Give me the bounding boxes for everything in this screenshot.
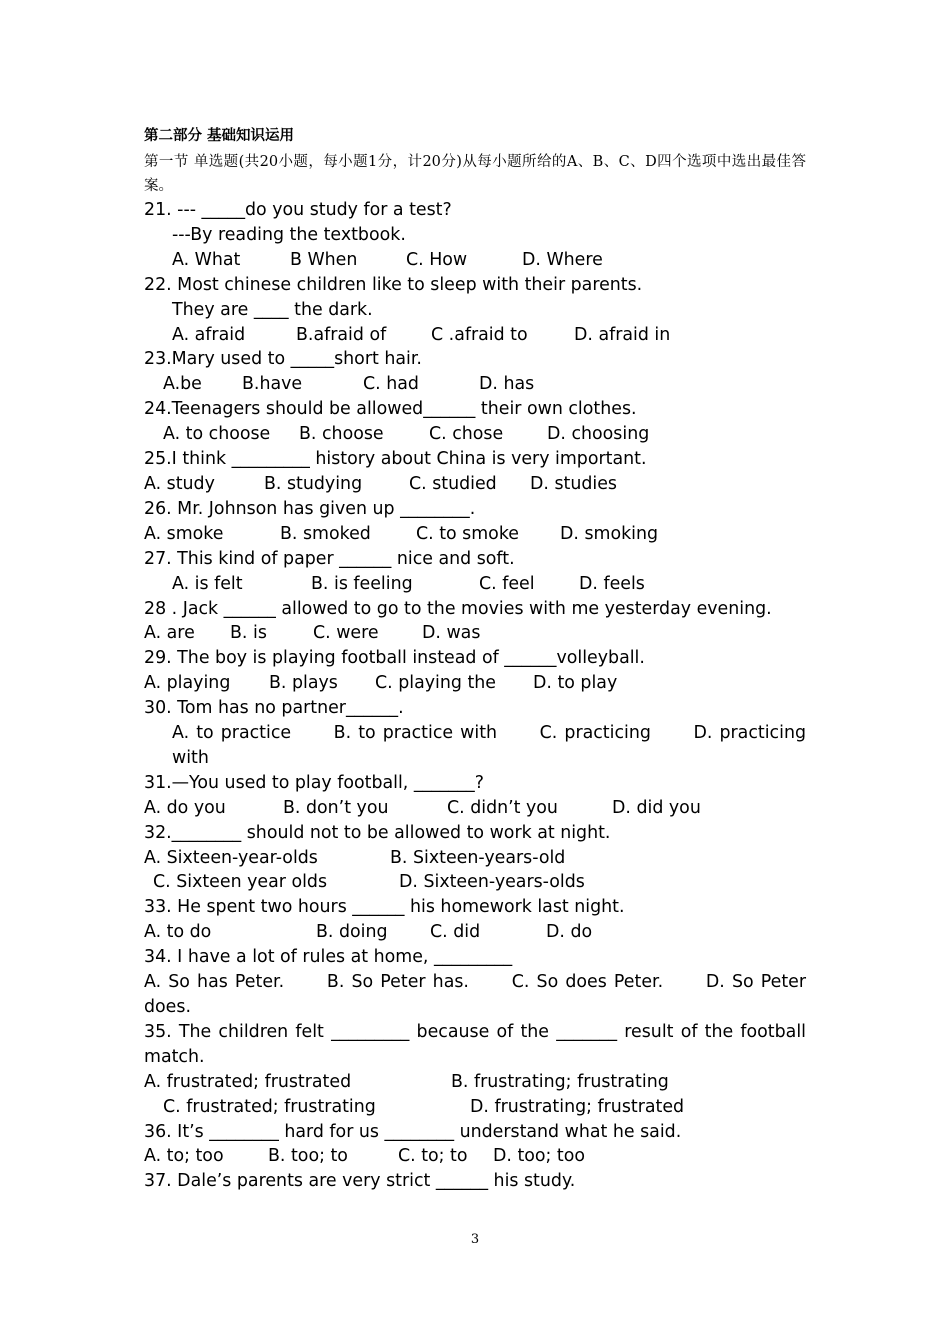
option-b: B. frustrating; frustrating — [451, 1071, 669, 1092]
question-21-reply: ---By reading the textbook. — [172, 224, 406, 245]
option-d: D. was — [422, 623, 481, 644]
question-29-stem: 29. The boy is playing football instead of ______volleyball. — [144, 648, 645, 669]
option-a: A. frustrated; frustrated — [144, 1071, 352, 1092]
option-c: C .afraid to — [431, 324, 528, 345]
question-22-stem: 22. Most chinese children like to sleep with their parents. — [144, 274, 643, 295]
question-22-options — [144, 323, 806, 348]
option-d: D. has — [479, 374, 535, 395]
option-a: A. What — [172, 249, 241, 270]
question-35-options-row1 — [144, 1070, 806, 1095]
option-b: B. Sixteen-years-old — [390, 847, 566, 868]
option-c: C. did — [430, 922, 481, 943]
option-b: B. So Peter has. — [326, 972, 469, 993]
option-a: A. study — [144, 473, 215, 494]
option-d: D. do — [546, 922, 593, 943]
option-c: C. How — [406, 249, 468, 270]
page-number: 3 — [470, 1232, 480, 1247]
question-28-stem: 28 . Jack ______ allowed to go to the movies with me yesterday evening. — [144, 598, 772, 619]
question-31-options — [144, 796, 806, 821]
option-a: A. So has Peter. — [144, 972, 285, 993]
option-d: D. did you — [612, 797, 701, 818]
question-37-stem: 37. Dale’s parents are very strict ______ his study. — [144, 1171, 576, 1192]
option-d: D. to play — [533, 673, 618, 694]
option-b: B. plays — [269, 673, 338, 694]
exam-section — [144, 124, 806, 1194]
option-b: B. too; to — [268, 1146, 348, 1167]
question-23-stem: 23.Mary used to _____short hair. — [144, 349, 422, 370]
option-c: C. had — [363, 374, 419, 395]
question-26-stem: 26. Mr. Johnson has given up ________. — [144, 498, 476, 519]
question-23-options — [144, 372, 806, 397]
option-a: A.be — [163, 374, 202, 395]
option-b: B.have — [242, 374, 303, 395]
option-c: C. to smoke — [416, 523, 519, 544]
option-b: B. choose — [299, 424, 384, 445]
option-b: B.afraid of — [296, 324, 387, 345]
option-a: A. to; too — [144, 1146, 224, 1167]
question-22-stem-cont: They are ____ the dark. — [172, 299, 373, 320]
option-d: D. practicing with — [172, 723, 807, 768]
question-30-stem: 30. Tom has no partner______. — [144, 698, 404, 719]
question-32-options-row1 — [144, 846, 806, 871]
question-30-options — [144, 721, 806, 771]
option-c: C. practicing — [539, 723, 651, 744]
question-21-stem: 21. --- _____do you study for a test? — [144, 200, 452, 220]
question-24-stem: 24.Teenagers should be allowed______ their own clothes. — [144, 399, 637, 420]
option-a: A. smoke — [144, 523, 224, 544]
option-a: A. are — [144, 623, 195, 644]
option-a: A. Sixteen-year-olds — [144, 847, 318, 868]
option-c: C. frustrated; frustrating — [163, 1096, 376, 1117]
option-c: C. to; to — [398, 1146, 468, 1167]
question-21-options — [144, 248, 806, 273]
option-c: C. didn’t you — [447, 797, 558, 818]
question-35-options-row2 — [144, 1095, 806, 1120]
question-27-stem: 27. This kind of paper ______ nice and soft. — [144, 548, 515, 569]
option-b: B. is feeling — [311, 573, 413, 594]
option-b: B. to practice with — [333, 723, 498, 744]
question-36-options — [144, 1144, 806, 1169]
option-a: A. to practice — [172, 723, 292, 744]
question-25-options — [144, 472, 806, 497]
question-33-stem: 33. He spent two hours ______ his homework last night. — [144, 897, 625, 918]
option-c: C. So does Peter. — [511, 972, 664, 993]
option-d: D. Sixteen-years-olds — [399, 872, 585, 893]
question-32-options-row2 — [144, 870, 806, 895]
option-d: D. choosing — [547, 424, 650, 445]
question-27-options — [144, 572, 806, 597]
question-36-stem: 36. It’s ________ hard for us ________ understand what he said. — [144, 1121, 682, 1142]
question-32-stem: 32.________ should not to be allowed to work at night. — [144, 822, 611, 843]
option-b: B. is — [230, 623, 267, 644]
question-26-options — [144, 522, 806, 547]
option-d: D. Where — [522, 249, 603, 270]
option-d: D. studies — [530, 473, 617, 494]
section-instructions: 第一节 单选题(共20小题，每小题1分，计20分)从每小题所给的A、B、C、D四个选项中选出最佳答案。 — [144, 154, 806, 194]
section-title: 第二部分 基础知识运用 — [144, 127, 295, 144]
question-24-options — [144, 422, 806, 447]
option-d: D. feels — [579, 573, 645, 594]
option-d: D. too; too — [493, 1146, 586, 1167]
question-29-options — [144, 671, 806, 696]
option-b: B When — [290, 249, 358, 270]
option-a: A. to do — [144, 922, 212, 943]
option-a: A. do you — [144, 797, 226, 818]
option-b: B. smoked — [280, 523, 371, 544]
option-a: A. afraid — [172, 324, 246, 345]
question-35-stem: 35. The children felt _________ because of the _______ result of the football match. — [144, 1021, 806, 1067]
question-31-stem: 31.—You used to play football, _______? — [144, 772, 484, 793]
option-b: B. doing — [316, 922, 388, 943]
option-b: B. don’t you — [283, 797, 389, 818]
option-c: C. were — [313, 623, 379, 644]
option-d: D. So Peter does. — [144, 972, 807, 1017]
question-33-options — [144, 920, 806, 945]
option-d: D. smoking — [560, 523, 659, 544]
option-a: A. playing — [144, 673, 231, 694]
question-34-options — [144, 970, 806, 1020]
option-a: A. is felt — [172, 573, 243, 594]
question-34-stem: 34. I have a lot of rules at home, _________ — [144, 947, 513, 968]
option-c: C. studied — [409, 473, 497, 494]
option-a: A. to choose — [163, 424, 271, 445]
option-b: B. studying — [264, 473, 363, 494]
option-d: D. frustrating; frustrated — [470, 1096, 685, 1117]
question-25-stem: 25.I think _________ history about China is very important. — [144, 449, 647, 470]
option-c: C. Sixteen year olds — [153, 872, 328, 893]
option-d: D. afraid in — [574, 324, 671, 345]
question-28-options — [144, 621, 806, 646]
option-c: C. playing the — [375, 673, 496, 694]
option-c: C. chose — [429, 424, 504, 445]
option-c: C. feel — [479, 573, 535, 594]
